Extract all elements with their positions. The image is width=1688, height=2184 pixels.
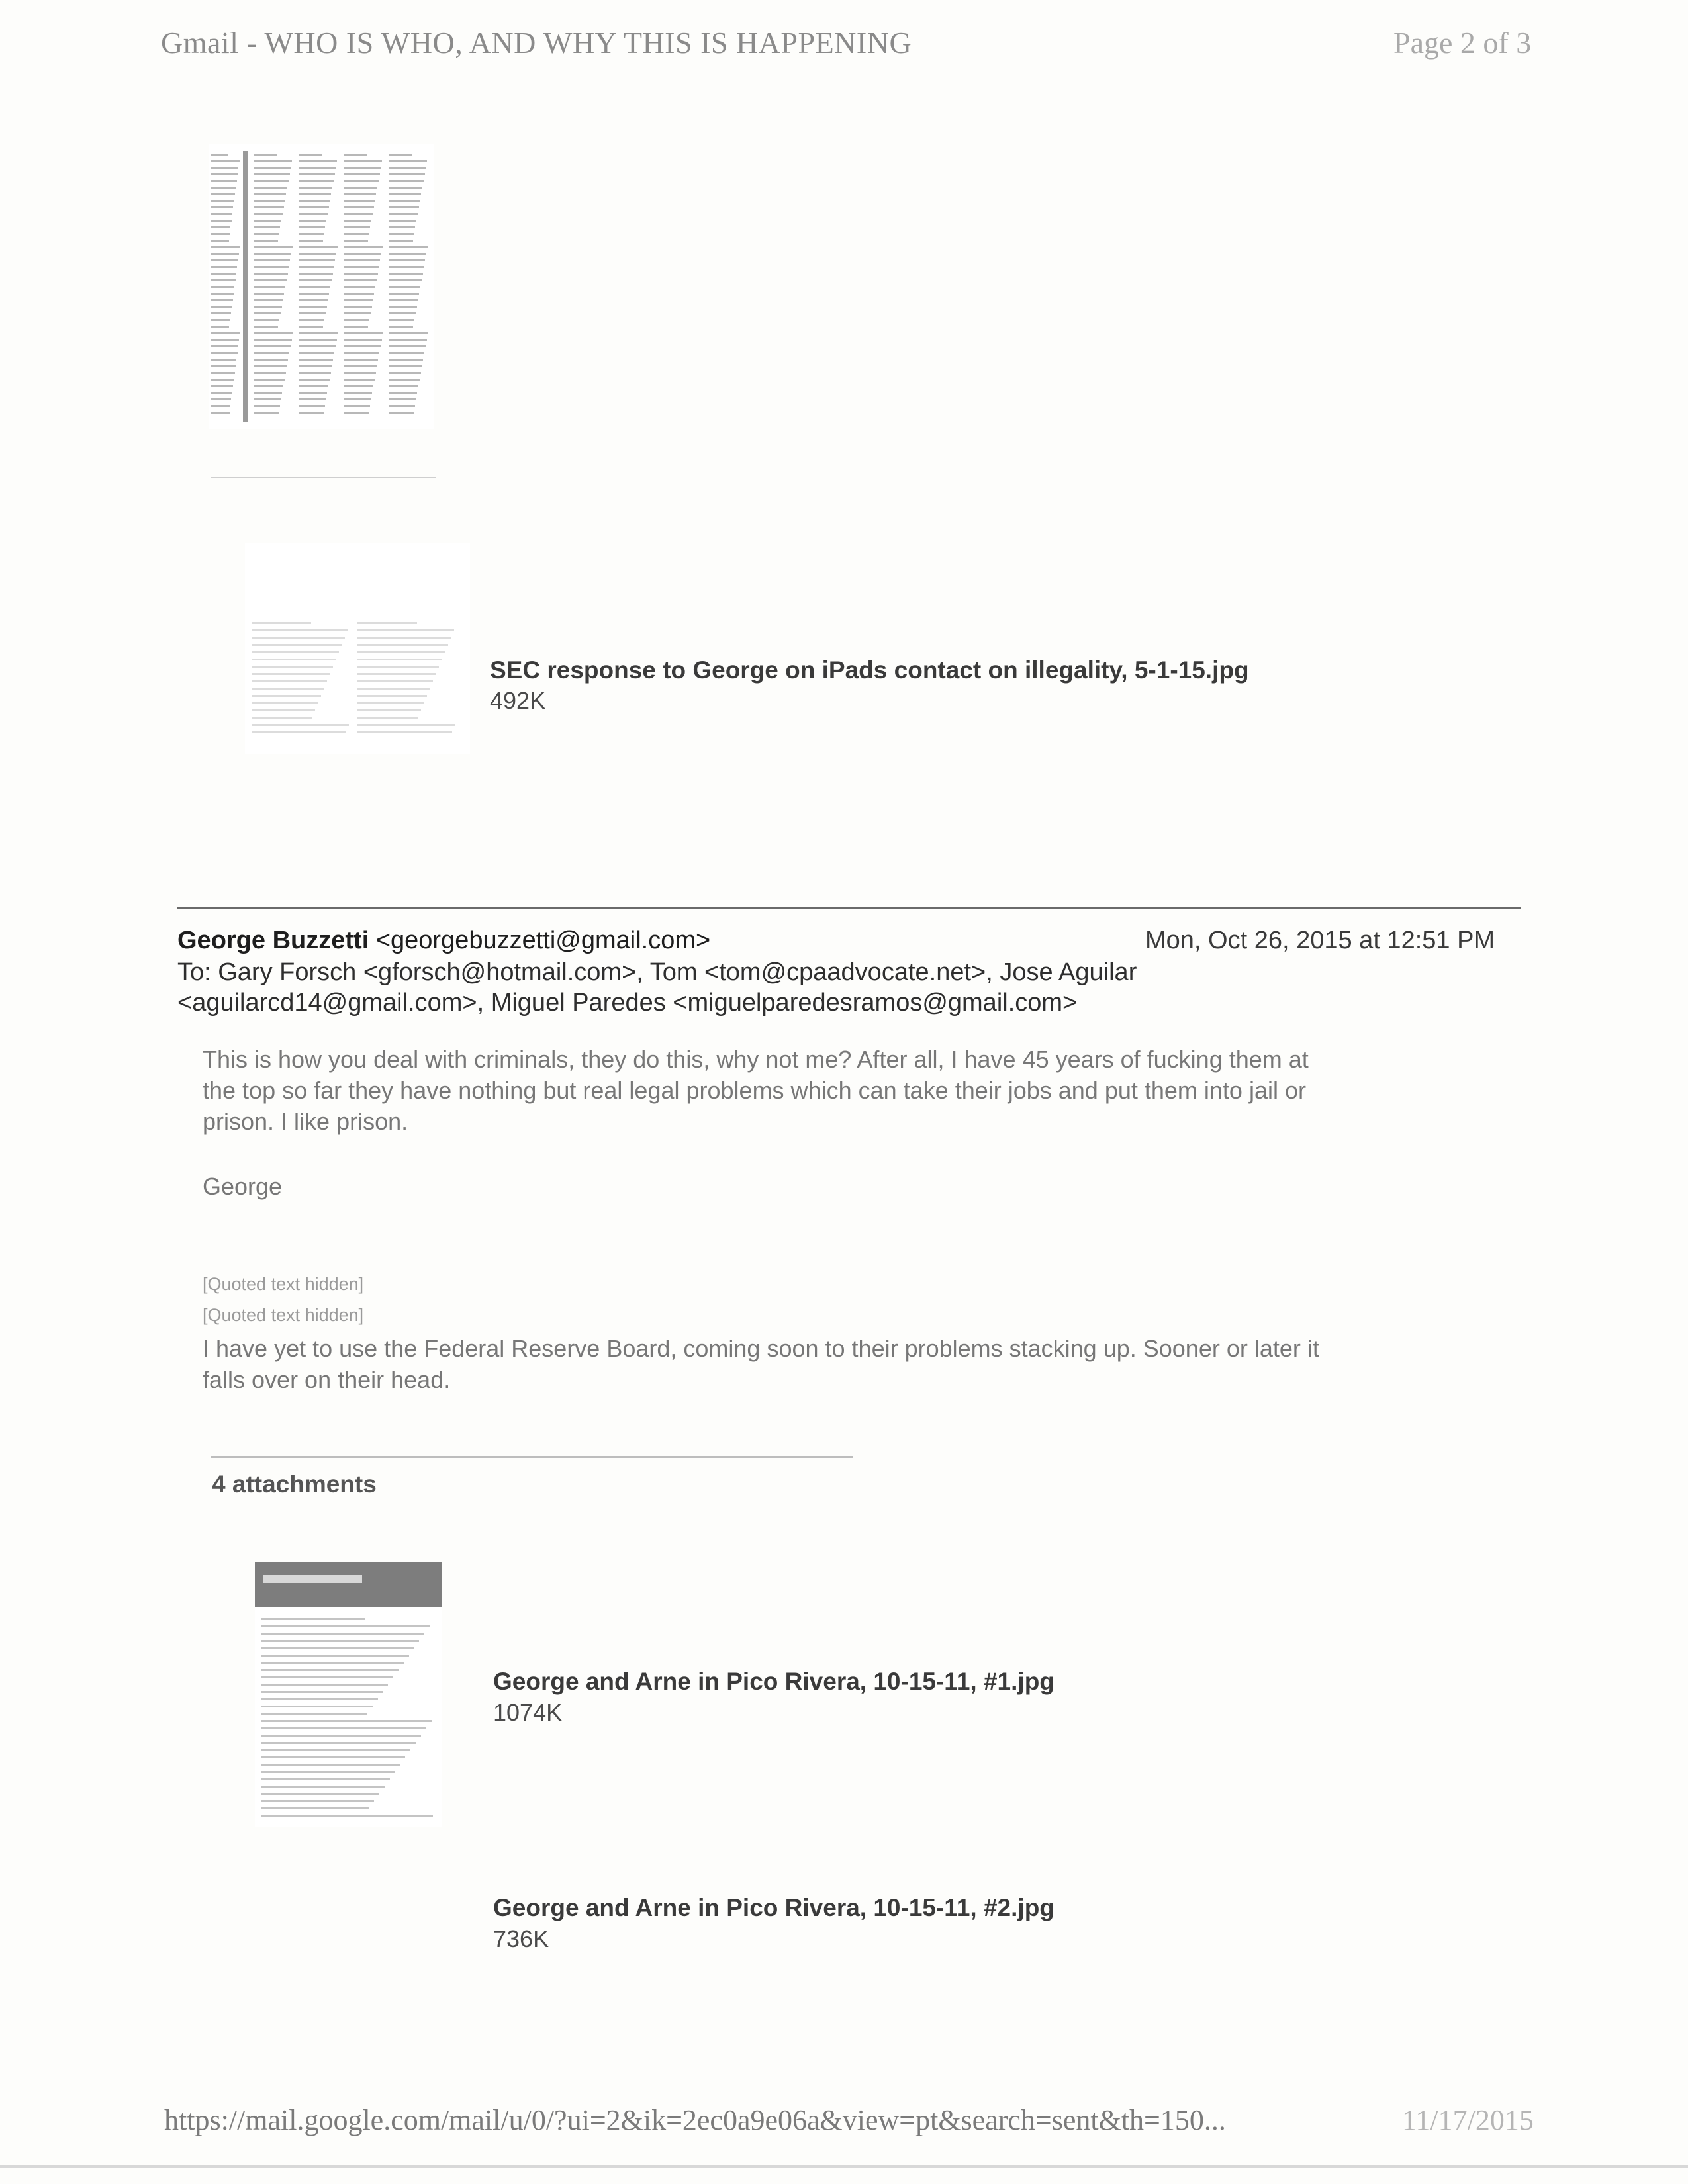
thumbnail-text-line bbox=[389, 187, 422, 189]
thumbnail-text-line bbox=[344, 372, 376, 374]
thumbnail-text-line bbox=[389, 319, 414, 321]
thumbnail-text-line bbox=[299, 246, 338, 248]
thumbnail-text-line bbox=[254, 246, 293, 248]
thumbnail-text-line bbox=[299, 332, 338, 334]
attachments-divider bbox=[211, 1456, 853, 1458]
thumbnail-text-line bbox=[252, 673, 330, 675]
thumbnail-text-line bbox=[344, 299, 373, 301]
thumbnail-text-line bbox=[252, 622, 311, 624]
thumbnail-text-line bbox=[344, 293, 374, 295]
thumbnail-text-line bbox=[344, 326, 368, 328]
thumbnail-text-line bbox=[344, 167, 381, 169]
thumbnail-text-line bbox=[211, 398, 231, 400]
thumbnail-text-line bbox=[261, 1698, 378, 1700]
thumbnail-text-line bbox=[211, 246, 240, 248]
thumbnail-text-line bbox=[357, 709, 421, 711]
message-date: Mon, Oct 26, 2015 at 12:51 PM bbox=[1145, 927, 1495, 954]
thumbnail-text-line bbox=[254, 379, 285, 381]
thumbnail-text-line bbox=[211, 173, 238, 175]
thumbnail-text-line bbox=[254, 226, 280, 228]
thumbnail-text-line bbox=[299, 286, 330, 288]
thumbnail-text-line bbox=[357, 651, 445, 653]
thumbnail-text-line bbox=[211, 339, 239, 341]
thumbnail-text-line bbox=[299, 233, 324, 235]
thumbnail-text-line bbox=[211, 193, 235, 195]
thumbnail-text-line bbox=[299, 365, 332, 367]
attachment-size: 492K bbox=[490, 687, 546, 714]
thumbnail-text-line bbox=[261, 1684, 388, 1686]
thumbnail-text-line bbox=[389, 167, 426, 169]
thumbnail-text-line bbox=[211, 233, 230, 235]
thumbnail-text-line bbox=[261, 1771, 395, 1773]
divider bbox=[211, 477, 436, 478]
thumbnail-text-line bbox=[261, 1756, 405, 1758]
thumbnail-text-line bbox=[252, 644, 342, 646]
thumbnail-text-line bbox=[389, 312, 416, 314]
thumbnail-text-line bbox=[357, 688, 430, 690]
thumbnail-text-line bbox=[211, 379, 234, 381]
attachment-size: 736K bbox=[493, 1925, 549, 1952]
thumbnail-text-line bbox=[211, 206, 233, 208]
thumbnail-text-line bbox=[389, 392, 417, 394]
thumbnail-text-line bbox=[344, 365, 377, 367]
thumbnail-text-line bbox=[211, 253, 239, 255]
thumbnail-text-line bbox=[357, 666, 439, 668]
sender-name: George Buzzetti bbox=[177, 927, 369, 954]
thumbnail-text-line bbox=[389, 220, 416, 222]
thumbnail-text-line bbox=[261, 1669, 399, 1671]
thumbnail-text-line bbox=[389, 160, 427, 162]
thumbnail-text-line bbox=[299, 372, 331, 374]
thumbnail-text-line bbox=[254, 200, 285, 202]
thumbnail-text-line bbox=[299, 306, 327, 308]
thumbnail-text-line bbox=[389, 332, 428, 334]
thumbnail-text-line bbox=[254, 339, 292, 341]
thumbnail-text-line bbox=[261, 1742, 416, 1744]
thumbnail-text-line bbox=[299, 253, 336, 255]
thumbnail-text-line bbox=[299, 259, 335, 261]
thumbnail-text-line bbox=[344, 213, 373, 215]
thumbnail-text-line bbox=[344, 319, 369, 321]
thumbnail-text-line bbox=[357, 673, 436, 675]
message-body-line: This is how you deal with criminals, they do this, why not me? After all, I have 45 years of fucking them at bbox=[203, 1046, 1309, 1073]
thumbnail-text-line bbox=[254, 180, 289, 182]
thumbnail-text-line bbox=[389, 345, 426, 347]
thumbnail-text-line bbox=[344, 160, 382, 162]
thumbnail-text-line bbox=[344, 206, 374, 208]
thumbnail-text-line bbox=[389, 240, 413, 242]
thumbnail-text-line bbox=[299, 326, 323, 328]
thumbnail-text-line bbox=[252, 688, 324, 690]
thumbnail-text-line bbox=[344, 200, 375, 202]
thumbnail-text-line bbox=[261, 1662, 404, 1664]
thumbnail-text-line bbox=[389, 206, 419, 208]
thumbnail-text-line bbox=[299, 226, 325, 228]
sender-email[interactable]: <georgebuzzetti@gmail.com> bbox=[375, 927, 711, 954]
thumbnail-text-line bbox=[389, 173, 425, 175]
thumbnail-text-line bbox=[299, 173, 335, 175]
thumbnail-text-line bbox=[389, 339, 427, 341]
thumbnail-text-line bbox=[211, 319, 230, 321]
thumbnail-text-line bbox=[254, 312, 281, 314]
sender-line bbox=[177, 927, 710, 955]
thumbnail-text-line bbox=[254, 326, 278, 328]
thumbnail-text-line bbox=[299, 273, 333, 275]
thumbnail-text-line bbox=[252, 695, 321, 697]
message-body-line: the top so far they have nothing but real legal problems which can take their jobs and put them into jail or bbox=[203, 1077, 1306, 1104]
thumbnail-text-line bbox=[211, 279, 236, 281]
thumbnail-text-line bbox=[389, 412, 414, 414]
thumbnail-text-line bbox=[389, 213, 418, 215]
thumbnail-text-line bbox=[357, 702, 424, 704]
thumbnail-text-line bbox=[344, 253, 381, 255]
thumbnail-text-line bbox=[389, 233, 414, 235]
thumbnail-text-line bbox=[211, 299, 233, 301]
thumbnail-text-line bbox=[261, 1625, 430, 1627]
thumbnail-text-line bbox=[254, 293, 284, 295]
thumbnail-text-line bbox=[299, 312, 326, 314]
thumbnail-text-line bbox=[211, 259, 238, 261]
thumbnail-text-line bbox=[211, 312, 231, 314]
attachment-size: 1074K bbox=[493, 1699, 563, 1726]
thumbnail-text-line bbox=[211, 345, 238, 347]
thumbnail-text-line bbox=[389, 253, 426, 255]
thumbnail-text-line bbox=[357, 695, 427, 697]
thumbnail-text-line bbox=[254, 167, 291, 169]
thumbnail-text-line bbox=[252, 659, 336, 660]
thumbnail-text-line bbox=[254, 332, 293, 334]
thumbnail-text-line bbox=[389, 180, 424, 182]
thumbnail-text-line bbox=[389, 259, 425, 261]
thumbnail-text-line bbox=[261, 1633, 424, 1635]
thumbnail-text-line bbox=[389, 352, 424, 354]
quoted-text-toggle[interactable]: [Quoted text hidden] bbox=[203, 1305, 364, 1325]
thumbnail-text-line bbox=[254, 365, 287, 367]
thumbnail-text-line bbox=[254, 286, 285, 288]
thumbnail-text-line bbox=[261, 1807, 369, 1809]
recipients-line: <aguilarcd14@gmail.com>, Miguel Paredes <miguelparedesramos@gmail.com> bbox=[177, 989, 1078, 1017]
thumbnail-text-line bbox=[254, 385, 283, 387]
thumbnail-text-line bbox=[299, 266, 334, 268]
thumbnail-text-line bbox=[252, 651, 339, 653]
thumbnail-text-line bbox=[344, 412, 369, 414]
attachment-name[interactable]: George and Arne in Pico Rivera, 10-15-11, #2.jpg bbox=[493, 1894, 1055, 1921]
thumbnail-text-line bbox=[344, 332, 383, 334]
page-number: Page 2 of 3 bbox=[1393, 26, 1532, 60]
thumbnail-text-line bbox=[344, 246, 383, 248]
thumbnail-text-line bbox=[261, 1720, 432, 1722]
thumbnail-text-line bbox=[211, 187, 236, 189]
thumbnail-text-line bbox=[254, 279, 287, 281]
message-signature: George bbox=[203, 1173, 283, 1200]
thumbnail-text-line bbox=[252, 680, 327, 682]
thumbnail-text-line bbox=[299, 206, 329, 208]
thumbnail-text-line bbox=[357, 637, 451, 639]
thumbnail-text-line bbox=[211, 160, 240, 162]
thumbnail-text-line bbox=[357, 622, 417, 624]
recipients-line: To: Gary Forsch <gforsch@hotmail.com>, Tom <tom@cpaadvocate.net>, Jose Aguilar bbox=[177, 958, 1137, 986]
thumbnail-text-line bbox=[299, 412, 324, 414]
thumbnail-text-line bbox=[261, 1749, 410, 1751]
thumbnail-text-line bbox=[344, 193, 376, 195]
thumbnail-text-line bbox=[211, 306, 232, 308]
thumbnail-text-line bbox=[211, 154, 228, 156]
message-body-line: prison. I like prison. bbox=[203, 1108, 408, 1135]
attachment-thumbnail[interactable] bbox=[255, 1562, 442, 1827]
thumbnail-text-line bbox=[389, 286, 420, 288]
thumbnail-text-line bbox=[211, 200, 234, 202]
thumbnail-text-line bbox=[254, 266, 289, 268]
thumbnail-text-line bbox=[357, 731, 452, 733]
thumbnail-text-line bbox=[299, 392, 327, 394]
thumbnail-text-line bbox=[389, 273, 423, 275]
thumbnail-text-line bbox=[344, 392, 372, 394]
thumbnail-text-line bbox=[211, 213, 232, 215]
thumbnail-text-line bbox=[254, 193, 286, 195]
thumbnail-text-line bbox=[344, 312, 371, 314]
thumbnail-text-line bbox=[389, 326, 413, 328]
thumbnail-text-line bbox=[211, 372, 235, 374]
thumbnail-text-line bbox=[344, 405, 370, 407]
thumbnail-text-line bbox=[344, 359, 378, 361]
thumbnail-text-line bbox=[254, 259, 290, 261]
thumbnail-text-line bbox=[299, 187, 332, 189]
thumbnail-text-line bbox=[344, 345, 381, 347]
thumbnail-text-line bbox=[299, 213, 328, 215]
thumbnail-text-line bbox=[344, 154, 367, 156]
thumbnail-text-line bbox=[261, 1727, 426, 1729]
message-body-line: I have yet to use the Federal Reserve Board, coming soon to their problems stacking up. Sooner or later it bbox=[203, 1335, 1319, 1362]
thumbnail-text-line bbox=[211, 273, 236, 275]
thumbnail-text-line bbox=[357, 680, 433, 682]
thumbnail-text-line bbox=[299, 319, 324, 321]
thumbnail-text-line bbox=[389, 365, 422, 367]
thumbnail-text-line bbox=[211, 286, 234, 288]
thumbnail-text-line bbox=[254, 306, 282, 308]
message-separator bbox=[177, 907, 1521, 909]
thumbnail-text-line bbox=[261, 1793, 379, 1795]
thumbnail-text-line bbox=[254, 299, 283, 301]
thumbnail-text-line bbox=[299, 220, 326, 222]
thumbnail-text-line bbox=[389, 246, 428, 248]
thumbnail-text-line bbox=[299, 167, 336, 169]
thumbnail-text-line bbox=[261, 1764, 400, 1766]
thumbnail-text-line bbox=[254, 273, 288, 275]
thumbnail-text-line bbox=[389, 359, 423, 361]
thumbnail-text-line bbox=[211, 220, 232, 222]
attachment-thumbnail[interactable] bbox=[245, 543, 470, 754]
thumbnail-text-line bbox=[344, 259, 380, 261]
thumbnail-text-line bbox=[299, 345, 336, 347]
thumbnail-text-line bbox=[261, 1706, 373, 1707]
thumbnail-text-line bbox=[299, 385, 328, 387]
thumbnail-text-line bbox=[261, 1655, 409, 1657]
thumbnail-text-line bbox=[211, 180, 237, 182]
thumbnail-text-line bbox=[261, 1618, 365, 1620]
thumbnail-text-line bbox=[389, 266, 424, 268]
thumbnail-text-line bbox=[211, 359, 236, 361]
thumbnail-text-line bbox=[299, 405, 325, 407]
thumbnail-text-line bbox=[252, 724, 349, 726]
thumbnail-text-line bbox=[252, 702, 318, 704]
thumbnail-text-line bbox=[261, 1676, 393, 1678]
thumbnail-text-line bbox=[254, 220, 281, 222]
thumbnail-text-line bbox=[261, 1713, 367, 1715]
message-body-line: falls over on their head. bbox=[203, 1366, 451, 1393]
thumbnail-text-line bbox=[261, 1800, 374, 1802]
quoted-text-toggle[interactable]: [Quoted text hidden] bbox=[203, 1274, 364, 1294]
thumbnail-text-line bbox=[389, 293, 419, 295]
thumbnail-text-line bbox=[344, 226, 370, 228]
thumbnail-text-line bbox=[344, 273, 378, 275]
thumbnail-text-line bbox=[254, 352, 289, 354]
thumbnail-text-line bbox=[389, 193, 421, 195]
thumbnail-text-line bbox=[344, 398, 371, 400]
thumbnail-text-line bbox=[252, 717, 312, 719]
attachment-name[interactable]: George and Arne in Pico Rivera, 10-15-11, #1.jpg bbox=[493, 1668, 1055, 1695]
thumbnail-text-line bbox=[211, 332, 240, 334]
thumbnail-text-line bbox=[211, 326, 229, 328]
thumbnail-text-line bbox=[389, 279, 422, 281]
thumbnail-text-line bbox=[299, 180, 334, 182]
thumbnail-text-line bbox=[299, 200, 330, 202]
thumbnail-text-line bbox=[299, 279, 332, 281]
thumbnail-text-line bbox=[389, 385, 418, 387]
thumbnail-text-line bbox=[254, 253, 291, 255]
thumbnail-text-line bbox=[254, 154, 277, 156]
thumbnail-text-line bbox=[254, 160, 292, 162]
thumbnail-text-line bbox=[389, 299, 418, 301]
page-header-title: Gmail - WHO IS WHO, AND WHY THIS IS HAPPENING bbox=[161, 26, 912, 60]
thumbnail-text-line bbox=[344, 240, 368, 242]
thumbnail-text-line bbox=[252, 709, 315, 711]
thumbnail-text-line bbox=[211, 385, 233, 387]
thumbnail-text-line bbox=[344, 352, 379, 354]
thumbnail-text-line bbox=[299, 240, 323, 242]
thumbnail-text-line bbox=[344, 187, 377, 189]
thumbnail-text-line bbox=[344, 279, 377, 281]
thumbnail-text-line bbox=[357, 659, 442, 660]
thumbnail-text-line bbox=[357, 644, 448, 646]
thumbnail-text-line bbox=[344, 233, 369, 235]
thumbnail-text-line bbox=[261, 1640, 419, 1642]
thumbnail-text-line bbox=[299, 352, 334, 354]
thumbnail-text-line bbox=[261, 1691, 383, 1693]
thumbnail-text-line bbox=[254, 319, 279, 321]
footer-date: 11/17/2015 bbox=[1402, 2104, 1534, 2136]
thumbnail-text-line bbox=[254, 398, 281, 400]
thumbnail-text-line bbox=[299, 299, 328, 301]
thumbnail-text-line bbox=[261, 1735, 421, 1737]
footer-url: https://mail.google.com/mail/u/0/?ui=2&ik=2ec0a9e06a&view=pt&search=sent&th=150... bbox=[164, 2104, 1226, 2136]
thumbnail-text-line bbox=[357, 629, 454, 631]
thumbnail-text-line bbox=[211, 365, 236, 367]
thumbnail-text-line bbox=[211, 392, 232, 394]
thumbnail-text-line bbox=[254, 213, 283, 215]
thumbnail-text-line bbox=[261, 1815, 433, 1817]
thumbnail-text-line bbox=[261, 1778, 390, 1780]
thumbnail-text-line bbox=[389, 154, 412, 156]
thumbnail-text-line bbox=[344, 286, 375, 288]
thumbnail-text-line bbox=[357, 724, 455, 726]
thumbnail-text-line bbox=[252, 666, 333, 668]
thumbnail-text-line bbox=[344, 339, 382, 341]
thumbnail-text-line bbox=[254, 345, 291, 347]
thumbnail-text-line bbox=[252, 629, 348, 631]
thumbnail-text-line bbox=[389, 405, 415, 407]
thumbnail-text-line bbox=[211, 226, 230, 228]
thumbnail-text-line bbox=[389, 200, 420, 202]
thumbnail-text-line bbox=[299, 339, 337, 341]
thumbnail-text-line bbox=[389, 398, 416, 400]
thumbnail-text-line bbox=[344, 180, 379, 182]
thumbnail-text-line bbox=[211, 405, 230, 407]
thumbnail-text-line bbox=[252, 637, 345, 639]
thumbnail-text-line bbox=[344, 220, 371, 222]
thumbnail-text-line bbox=[299, 398, 326, 400]
thumbnail-text-line bbox=[389, 379, 420, 381]
thumbnail-text-line bbox=[344, 379, 375, 381]
thumbnail-text-line bbox=[254, 206, 284, 208]
thumbnail-text-line bbox=[254, 359, 288, 361]
attachment-name[interactable]: SEC response to George on iPads contact on illegality, 5-1-15.jpg bbox=[490, 657, 1249, 684]
thumbnail-text-line bbox=[261, 1786, 385, 1788]
thumbnail-text-line bbox=[299, 154, 322, 156]
thumbnail-text-line bbox=[254, 412, 279, 414]
thumbnail-text-line bbox=[389, 306, 417, 308]
thumbnail-text-line bbox=[299, 193, 331, 195]
thumbnail-text-line bbox=[261, 1647, 414, 1649]
thumbnail-text-line bbox=[254, 405, 280, 407]
thumbnail-text-line bbox=[389, 372, 421, 374]
thumbnail-text-line bbox=[211, 167, 238, 169]
thumbnail-text-line bbox=[254, 173, 290, 175]
thumbnail-text-line bbox=[254, 392, 282, 394]
thumbnail-text-line bbox=[344, 173, 380, 175]
thumbnail-text-line bbox=[211, 266, 237, 268]
thumbnail-text-line bbox=[211, 412, 230, 414]
thumbnail-text-line bbox=[299, 379, 330, 381]
thumbnail-text-line bbox=[254, 233, 279, 235]
scan-edge bbox=[0, 2165, 1688, 2168]
thumbnail-text-line bbox=[211, 293, 234, 295]
thumbnail-text-line bbox=[344, 306, 372, 308]
thumbnail-text-line bbox=[252, 731, 346, 733]
thumbnail-text-line bbox=[299, 160, 337, 162]
thumbnail-text-line bbox=[254, 187, 287, 189]
thumbnail-text-line bbox=[254, 240, 278, 242]
thumbnail-text-line bbox=[299, 359, 333, 361]
attachment-count: 4 attachments bbox=[212, 1471, 377, 1498]
thumbnail-text-line bbox=[254, 372, 286, 374]
thumbnail-text-line bbox=[357, 717, 418, 719]
thumbnail-text-line bbox=[389, 226, 415, 228]
thumbnail-text-line bbox=[211, 240, 229, 242]
thumbnail-text-line bbox=[211, 352, 238, 354]
attachment-thumbnail[interactable] bbox=[209, 144, 434, 429]
thumbnail-text-line bbox=[299, 293, 329, 295]
thumbnail-text-line bbox=[344, 385, 373, 387]
thumbnail-text-line bbox=[344, 266, 379, 268]
